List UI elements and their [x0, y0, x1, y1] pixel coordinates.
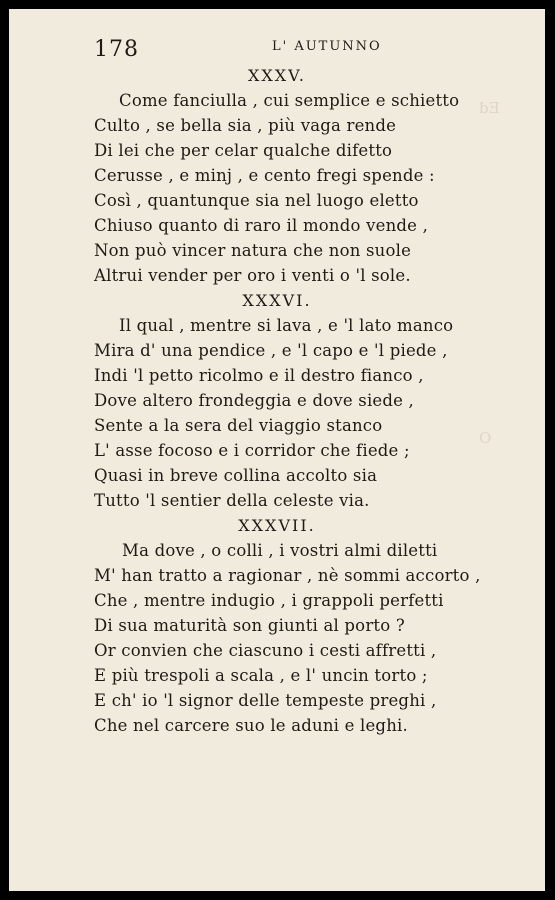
verse-line: Tutto 'l sentier della celeste via. — [94, 491, 370, 510]
page-header — [9, 9, 545, 69]
verse-line: Di sua maturità son giunti al porto ? — [94, 616, 405, 635]
verse-line: Mira d' una pendice , e 'l capo e 'l piede , — [94, 341, 448, 360]
stanza-number: XXXVII. — [238, 516, 316, 535]
verse-line: Indi 'l petto ricolmo e il destro fianco , — [94, 366, 424, 385]
stanza-number: XXXV. — [247, 66, 306, 85]
verse-line: Ma dove , o colli , i vostri almi diletti — [122, 541, 438, 560]
verse-line: Cerusse , e minj , e cento fregi spende : — [94, 166, 435, 185]
verse-line: Altrui vender per oro i venti o 'l sole. — [94, 266, 411, 285]
verse-line: Quasi in breve collina accolto sia — [94, 466, 378, 485]
running-title: L' AUTUNNO — [272, 39, 382, 54]
page-number: 178 — [94, 37, 139, 62]
verse-line: Di lei che per celar qualche difetto — [94, 141, 393, 160]
verse-line: Il qual , mentre si lava , e 'l lato manco — [119, 316, 454, 335]
verse-line: Dove altero frondeggia e dove siede , — [94, 391, 414, 410]
verse-line: Chiuso quanto di raro il mondo vende , — [94, 216, 429, 235]
verse-line: Come fanciulla , cui semplice e schietto — [119, 91, 460, 110]
verse-line: Or convien che ciascuno i cesti affretti , — [94, 641, 437, 660]
book-page — [9, 9, 545, 891]
verse-line: Che , mentre indugio , i grappoli perfetti — [94, 591, 444, 610]
verse-line: Non può vincer natura che non suole — [94, 241, 412, 260]
verse-line: Che nel carcere suo le aduni e leghi. — [94, 716, 408, 735]
verse-line: L' asse focoso e i corridor che fiede ; — [94, 441, 410, 460]
show-through-text: O — [479, 429, 492, 447]
verse-line: M' han tratto a ragionar , nè sommi accorto , — [94, 566, 481, 585]
stanza-number: XXXVI. — [242, 291, 312, 310]
verse-line: Culto , se bella sia , più vaga rende — [94, 116, 397, 135]
verse-line: Così , quantunque sia nel luogo eletto — [94, 191, 419, 210]
verse-line: E ch' io 'l signor delle tempeste preghi , — [94, 691, 437, 710]
show-through-text: Ed — [479, 99, 500, 117]
verse-line: E più trespoli a scala , e l' uncin torto ; — [94, 666, 428, 685]
verse-line: Sente a la sera del viaggio stanco — [94, 416, 383, 435]
